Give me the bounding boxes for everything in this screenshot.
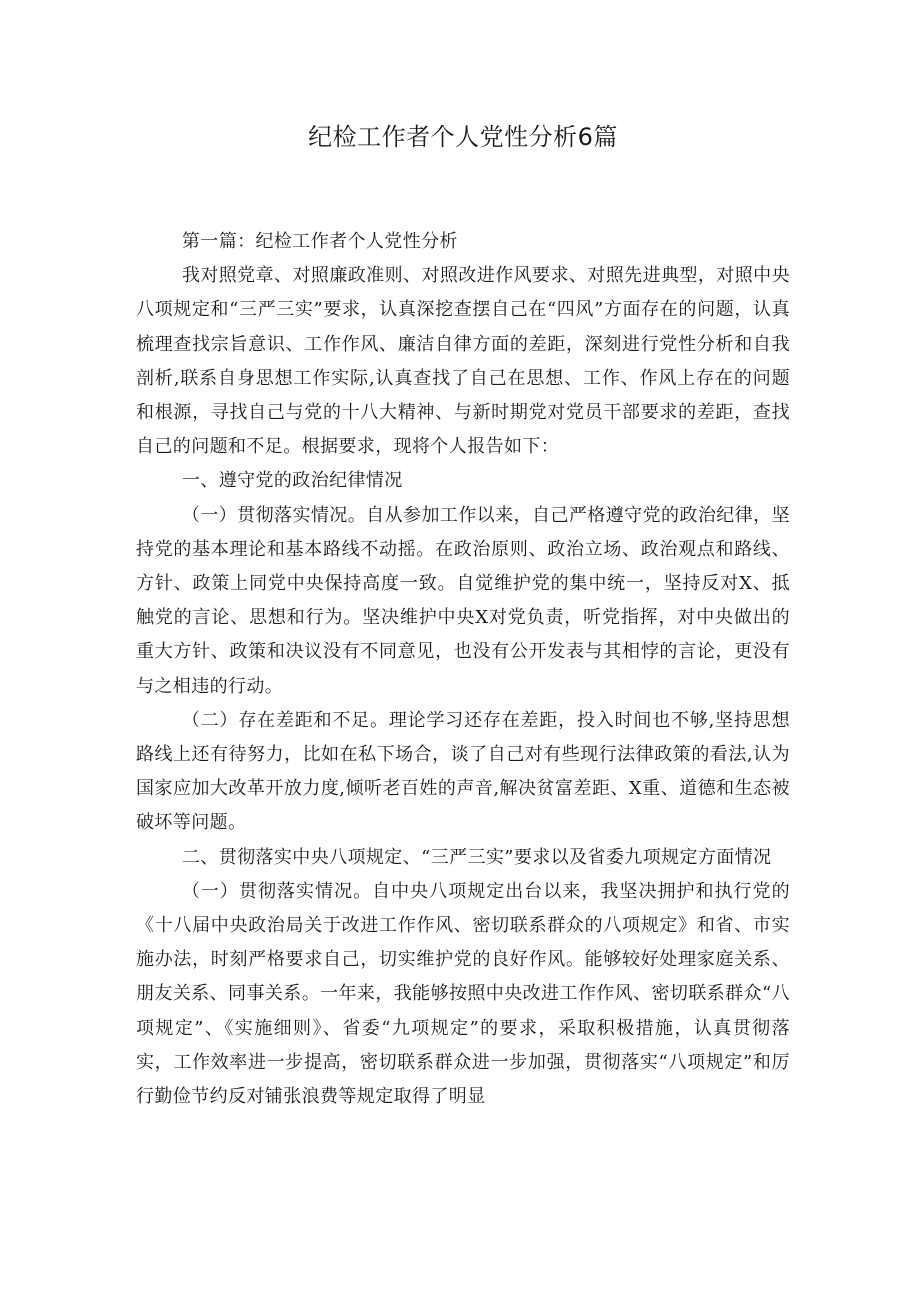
section-heading-1: 一、遵守党的政治纪律情况 <box>181 470 403 492</box>
body-paragraph: （一）贯彻落实情况。自中央八项规定出台以来，我坚决拥护和执行党的《十八届中央政治局关于改进工作作风、密切联系群众的八项规定》和省、市实施办法，时刻严格要求自己，切实维护党的良好作风。能够较好处理家庭关系、朋友关系、同事关系。一年来，我能够按照中央改进工作作风、密切联系群众“八项规定”、《实施细则》、省委“九项规定”的要求，采取积极措施，认真贯彻落实，工作效率进一步提高，密切联系群众进一步加强，贯彻落实“八项规定”和厉行勤俭节约反对铺张浪费等规定取得了明显 <box>136 880 790 1108</box>
document-body <box>136 225 790 1114</box>
document-title: 纪检工作者个人党性分析6篇 <box>308 123 618 151</box>
body-paragraph: （二）存在差距和不足。理论学习还存在差距，投入时间也不够,坚持思想路线上还有待努力，比如在私下场合，谈了自己对有些现行法律政策的看法,认为国家应加大改革开放力度,倾听老百姓的声音,解决贫富差距、X重、道德和生态被破坏等问题。 <box>136 709 790 834</box>
section-heading-2: 二、贯彻落实中央八项规定、“三严三实”要求以及省委九项规定方面情况 <box>181 846 772 868</box>
chapter-heading: 第一篇：纪检工作者个人党性分析 <box>181 231 458 252</box>
body-paragraph: （一）贯彻落实情况。自从参加工作以来，自己严格遵守党的政治纪律，坚持党的基本理论和基本路线不动摇。在政治原则、政治立场、政治观点和路线、方针、政策上同党中央保持高度一致。自觉维护党的集中统一，坚持反对X、抵触党的言论、思想和行为。坚决维护中央X对党负责，听党指挥，对中央做出的重大方针、政策和决议没有不同意见，也没有公开发表与其相悖的言论，更没有与之相违的行动。 <box>136 504 790 697</box>
intro-paragraph: 我对照党章、对照廉政准则、对照改进作风要求、对照先进典型，对照中央八项规定和“三严三实”要求，认真深挖查摆自己在“四风”方面存在的问题，认真梳理查找宗旨意识、工作作风、廉洁自律方面的差距，深刻进行党性分析和自我剖析,联系自身思想工作实际,认真查找了自己在思想、工作、作风上存在的问题和根源，寻找自己与党的十八大精神、与新时期党对党员干部要求的差距，查找自己的问题和不足。根据要求，现将个人报告如下： <box>136 265 790 458</box>
